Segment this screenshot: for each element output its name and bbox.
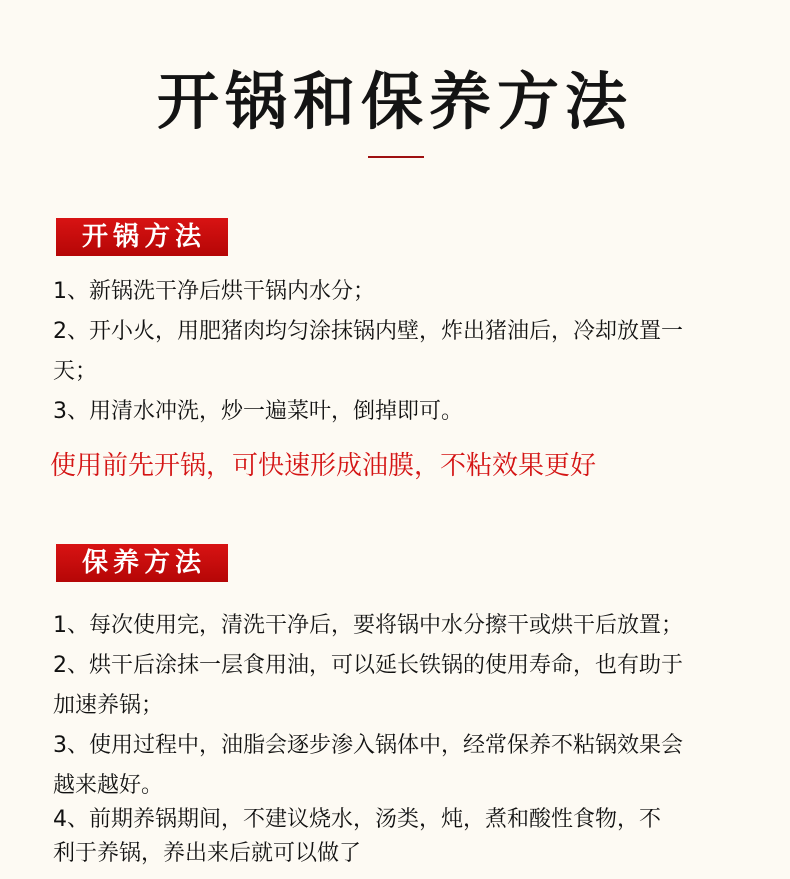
- open-step-2-continued: 天；: [53, 359, 98, 384]
- care-step-2-continued: 加速养锅；: [53, 693, 164, 718]
- care-step-1: 1、每次使用完，清洗干净后，要将锅中水分擦干或烘干后放置；: [53, 613, 683, 638]
- care-step-4: 4、前期养锅期间，不建议烧水，汤类，炖，煮和酸性食物，不: [53, 807, 661, 832]
- care-step-2: 2、烘干后涂抹一层食用油，可以延长铁锅的使用寿命，也有助于: [53, 653, 683, 678]
- title-divider: [368, 156, 424, 158]
- care-section-heading-badge: 保养方法: [56, 544, 228, 582]
- care-step-3-continued: 越来越好。: [53, 773, 164, 798]
- page-title: 开锅和保养方法: [156, 65, 633, 138]
- open-step-1: 1、新锅洗干净后烘干锅内水分；: [53, 279, 375, 304]
- open-step-2: 2、开小火，用肥猪肉均匀涂抹锅内壁，炸出猪油后，冷却放置一: [53, 319, 683, 344]
- open-step-3: 3、用清水冲洗，炒一遍菜叶，倒掉即可。: [53, 399, 463, 424]
- care-step-4-continued: 利于养锅，养出来后就可以做了: [53, 841, 362, 866]
- open-highlight-note: 使用前先开锅，可快速形成油膜，不粘效果更好: [50, 451, 597, 481]
- open-section-heading-badge: 开锅方法: [56, 218, 228, 256]
- care-step-3: 3、使用过程中，油脂会逐步渗入锅体中，经常保养不粘锅效果会: [53, 733, 683, 758]
